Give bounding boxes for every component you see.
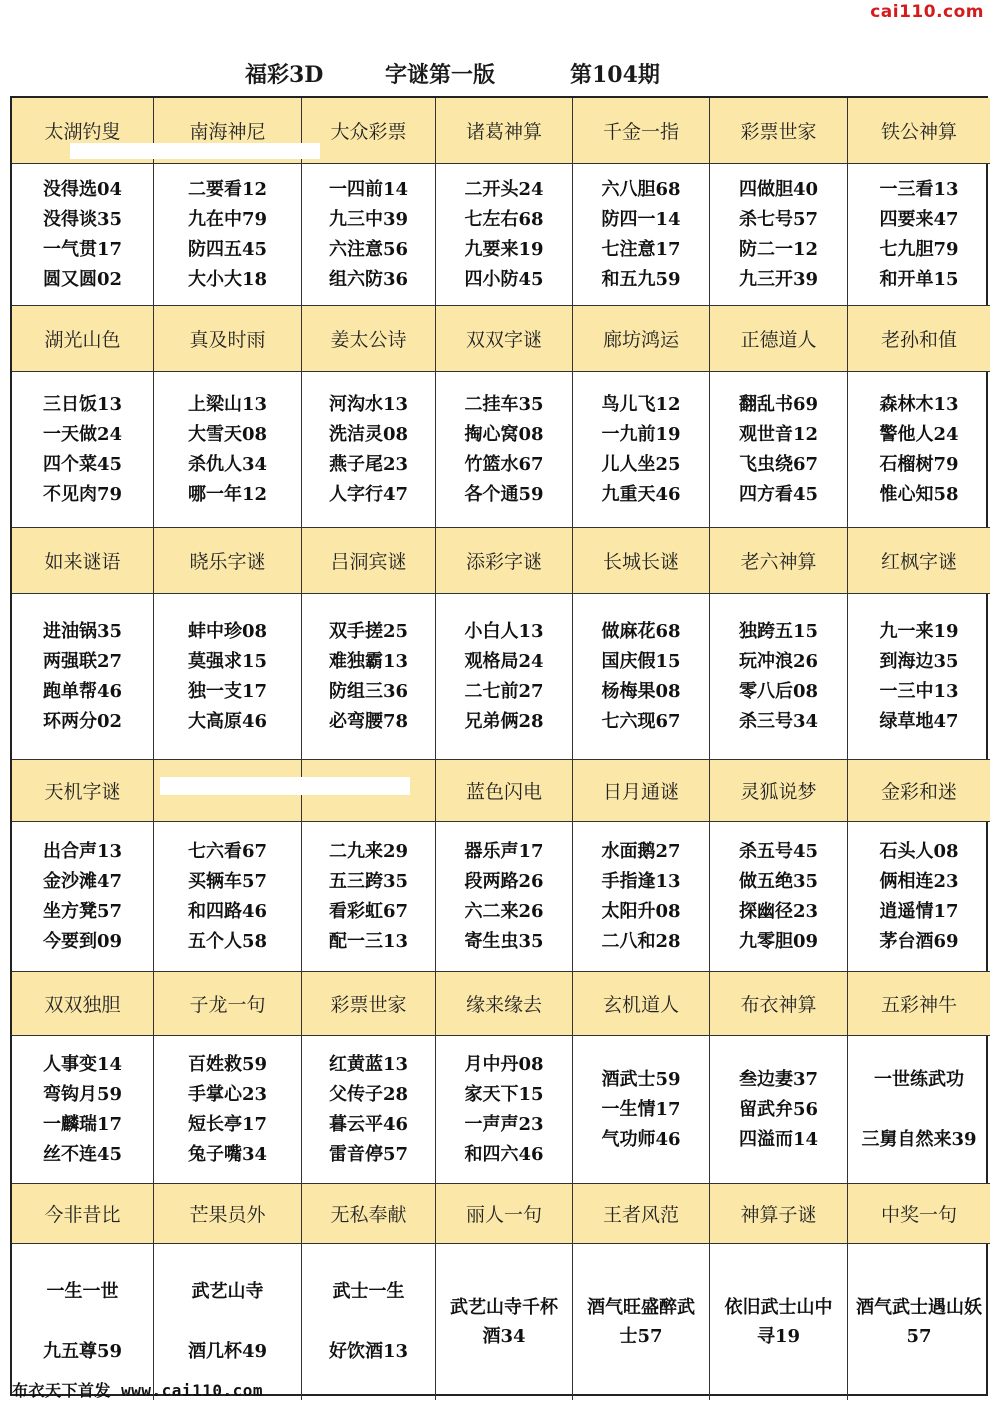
riddle-line: 四方看45 [738,483,819,505]
riddle-line: 一天做24 [42,423,123,445]
column-header: 今非昔比 [12,1184,154,1244]
column-header: 金彩和迷 [848,760,990,822]
riddle-line: 防组三36 [328,680,409,702]
riddle-cell [710,1244,848,1400]
riddle-line: 哪一年12 [187,483,268,505]
riddle-line: 武士一生 [332,1281,405,1302]
riddle-line: 九重天46 [601,483,681,505]
riddle-line: 茅台酒69 [879,930,959,952]
riddle-line: 雷音停57 [328,1143,409,1165]
riddle-line: 短长亭17 [187,1113,268,1135]
column-header: 日月通谜 [573,760,710,822]
riddle-line: 独跨五15 [738,620,819,642]
riddle-line: 不见肉79 [42,483,123,505]
riddle-line: 燕子尾23 [328,453,409,475]
riddle-cell [436,164,573,306]
riddle-line: 二七前27 [464,680,544,702]
riddle-line: 国庆假15 [601,650,681,672]
column-header: 湖光山色 [12,306,154,372]
column-header: 大众彩票 [302,98,436,164]
riddle-line: 各个通59 [464,483,544,505]
riddle-line: 难独霸13 [328,650,409,672]
riddle-cell [302,1244,436,1400]
riddle-line: 逍遥情17 [879,900,959,922]
page-title [0,58,992,90]
riddle-line: 器乐声17 [464,840,544,862]
riddle-cell [12,164,154,306]
riddle-cell [848,1036,990,1184]
riddle-line: 翻乱书69 [738,393,819,415]
riddle-line: 洗洁灵08 [328,423,409,445]
column-header: 铁公神算 [848,98,990,164]
riddle-cell [573,1244,710,1400]
column-header: 添彩字谜 [436,528,573,594]
riddle-cell [848,822,990,972]
riddle-line: 零八后08 [738,680,819,702]
riddle-line: 段两路26 [464,870,544,892]
riddle-line: 气功师46 [601,1128,681,1150]
riddle-line: 二九来29 [328,840,409,862]
riddle-cell [848,1244,990,1400]
riddle-cell [154,594,302,760]
riddle-cell [154,372,302,528]
riddle-cell [573,164,710,306]
redaction-mark [160,777,410,795]
column-header: 无私奉献 [302,1184,436,1244]
riddle-line: 三日饭13 [42,393,123,415]
riddle-table [10,96,988,1396]
riddle-cell [154,822,302,972]
riddle-line: 水面鹅27 [601,840,681,862]
riddle-cell [12,372,154,528]
riddle-line: 二八和28 [601,930,681,952]
column-header: 老六神算 [710,528,848,594]
riddle-line: 四小防45 [464,268,544,290]
riddle-line: 七注意17 [601,238,681,260]
column-header: 布衣神算 [710,972,848,1036]
riddle-line: 七左右68 [464,208,544,230]
riddle-cell [12,594,154,760]
riddle-line: 看彩虹67 [328,900,409,922]
riddle-line: 丝不连45 [42,1143,123,1165]
riddle-cell [848,164,990,306]
riddle-line: 酒气旺盛醉武士57 [587,1297,695,1347]
riddle-line: 小白人13 [464,620,544,642]
riddle-line: 观世音12 [738,423,819,445]
riddle-line: 做麻花68 [601,620,681,642]
column-header: 蓝色闪电 [436,760,573,822]
riddle-line: 鸟儿飞12 [601,393,681,415]
riddle-line: 红黄蓝13 [328,1053,409,1075]
site-logo: cai110.com [870,2,984,22]
riddle-line: 杀七号57 [738,208,819,230]
riddle-line: 儿人坐25 [601,453,681,475]
riddle-line: 一三看13 [879,178,959,200]
riddle-line: 出合声13 [42,840,123,862]
riddle-cell [848,372,990,528]
riddle-cell [12,1036,154,1184]
riddle-line: 探幽径23 [738,900,819,922]
column-header: 彩票世家 [302,972,436,1036]
column-header: 中奖一句 [848,1184,990,1244]
riddle-cell [154,164,302,306]
riddle-line: 蚌中珍08 [187,620,268,642]
riddle-line: 九五尊59 [42,1341,123,1362]
riddle-cell [302,1036,436,1184]
riddle-line: 石头人08 [879,840,959,862]
riddle-line: 警他人24 [879,423,959,445]
riddle-line: 绿草地47 [879,710,959,732]
column-header: 芒果员外 [154,1184,302,1244]
riddle-line: 四溢而14 [738,1128,819,1150]
riddle-cell [710,594,848,760]
riddle-line: 和五九59 [601,268,681,290]
column-header: 如来谜语 [12,528,154,594]
column-header: 双双字谜 [436,306,573,372]
riddle-line: 惟心知58 [879,483,959,505]
riddle-line: 一世练武功 [874,1068,964,1090]
riddle-line: 今要到09 [42,930,123,952]
riddle-line: 竹篮水67 [464,453,544,475]
riddle-line: 河沟水13 [328,393,409,415]
column-header: 廊坊鸿运 [573,306,710,372]
column-header: 太湖钓叟 [12,98,154,164]
riddle-line: 圆又圆02 [42,268,123,290]
riddle-line: 杀三号34 [738,710,819,732]
riddle-line: 手掌心23 [187,1083,268,1105]
riddle-line: 七九胆79 [879,238,959,260]
column-header: 双双独胆 [12,972,154,1036]
title-issue: 第104期 [570,62,660,88]
riddle-cell [710,822,848,972]
riddle-line: 组六防36 [328,268,409,290]
column-header: 晓乐字谜 [154,528,302,594]
riddle-cell [302,822,436,972]
riddle-line: 双手搓25 [328,620,409,642]
riddle-line: 一九前19 [601,423,681,445]
column-header: 子龙一句 [154,972,302,1036]
riddle-line: 一声声23 [464,1113,544,1135]
riddle-line: 一三中13 [879,680,959,702]
riddle-line: 好饮酒13 [328,1341,409,1362]
riddle-line: 九三开39 [738,268,819,290]
riddle-line: 俩相连23 [879,870,959,892]
column-header: 神算子谜 [710,1184,848,1244]
riddle-line: 坐方凳57 [42,900,123,922]
riddle-line: 和四六46 [464,1143,544,1165]
column-header: 红枫字谜 [848,528,990,594]
column-header: 南海神尼 [154,98,302,164]
riddle-line: 杨梅果08 [601,680,681,702]
riddle-line: 兔子嘴34 [187,1143,268,1165]
riddle-line: 兄弟俩28 [464,710,544,732]
riddle-line: 一麟瑞17 [42,1113,123,1135]
riddle-line: 到海边35 [879,650,959,672]
riddle-line: 九要来19 [464,238,544,260]
column-header: 长城长谜 [573,528,710,594]
riddle-cell [302,372,436,528]
riddle-line: 环两分02 [42,710,123,732]
riddle-line: 二挂车35 [464,393,544,415]
riddle-line: 没得选04 [42,178,123,200]
riddle-line: 防二一12 [738,238,819,260]
riddle-line: 防四一14 [601,208,681,230]
column-header: 姜太公诗 [302,306,436,372]
riddle-line: 父传子28 [328,1083,409,1105]
riddle-line: 二开头24 [464,178,544,200]
riddle-line: 五个人58 [187,930,268,952]
riddle-line: 跑单帮46 [42,680,123,702]
column-header: 正德道人 [710,306,848,372]
riddle-cell [12,822,154,972]
column-header: 灵狐说梦 [710,760,848,822]
riddle-line: 月中丹08 [464,1053,544,1075]
column-header: 彩票世家 [710,98,848,164]
riddle-line: 没得谈35 [42,208,123,230]
column-header: 缘来缘去 [436,972,573,1036]
riddle-cell [710,1036,848,1184]
riddle-line: 七六看67 [187,840,268,862]
riddle-cell [436,1244,573,1400]
riddle-line: 二要看12 [187,178,268,200]
riddle-line: 买辆车57 [187,870,268,892]
redaction-mark [70,143,320,159]
riddle-cell [436,822,573,972]
column-header: 玄机道人 [573,972,710,1036]
riddle-line: 杀五号45 [738,840,819,862]
riddle-line: 莫强求15 [187,650,268,672]
riddle-line: 六注意56 [328,238,409,260]
riddle-cell [710,372,848,528]
riddle-line: 大雪天08 [187,423,268,445]
riddle-line: 四个菜45 [42,453,123,475]
riddle-line: 百姓救59 [187,1053,268,1075]
riddle-line: 九零胆09 [738,930,819,952]
footer-credit: 布衣天下首发 www.cai110.com [12,1381,263,1400]
column-header: 五彩神牛 [848,972,990,1036]
riddle-line: 飞虫绕67 [738,453,819,475]
riddle-cell [710,164,848,306]
column-header: 诸葛神算 [436,98,573,164]
riddle-cell [436,1036,573,1184]
riddle-line: 九在中79 [187,208,268,230]
riddle-line: 武艺山寺 [191,1281,264,1302]
riddle-line: 太阳升08 [601,900,681,922]
riddle-line: 九三中39 [328,208,409,230]
riddle-cell [573,1036,710,1184]
column-header: 老孙和值 [848,306,990,372]
riddle-cell [573,372,710,528]
riddle-line: 一四前14 [328,178,409,200]
riddle-line: 配一三13 [328,930,409,952]
riddle-line: 掏心窝08 [464,423,544,445]
riddle-line: 两强联27 [42,650,123,672]
riddle-line: 酒几杯49 [187,1341,268,1362]
riddle-line: 依旧武士山中寻19 [724,1297,833,1347]
riddle-cell [154,1036,302,1184]
riddle-line: 杀仇人34 [187,453,268,475]
riddle-cell [436,372,573,528]
riddle-line: 森林木13 [879,393,959,415]
riddle-line: 玩冲浪26 [738,650,819,672]
riddle-line: 暮云平46 [328,1113,409,1135]
riddle-line: 一生情17 [601,1098,681,1120]
riddle-line: 酒气武士遇山妖57 [856,1297,982,1347]
riddle-line: 必弯腰78 [328,710,409,732]
column-header: 王者风范 [573,1184,710,1244]
riddle-cell [302,594,436,760]
riddle-line: 六八胆68 [601,178,681,200]
riddle-cell [848,594,990,760]
riddle-line: 一气贯17 [42,238,123,260]
riddle-line: 酒武士59 [601,1068,681,1090]
riddle-cell [12,1244,154,1400]
riddle-line: 四做胆40 [738,178,819,200]
title-edition: 字谜第一版 [385,62,496,88]
riddle-line: 做五绝35 [738,870,819,892]
riddle-line: 上梁山13 [187,393,268,415]
riddle-line: 叁边妻37 [738,1068,819,1090]
riddle-line: 观格局24 [464,650,544,672]
riddle-line: 防四五45 [187,238,268,260]
riddle-line: 和四路46 [187,900,268,922]
riddle-line: 大小大18 [187,268,268,290]
riddle-line: 六二来26 [464,900,544,922]
riddle-cell [302,164,436,306]
riddle-cell [573,594,710,760]
riddle-line: 弯钩月59 [42,1083,123,1105]
riddle-line: 七六现67 [601,710,681,732]
riddle-line: 人字行47 [328,483,409,505]
riddle-line: 三舅自然来39 [861,1128,977,1150]
riddle-cell [154,1244,302,1400]
riddle-line: 武艺山寺千杯酒34 [450,1297,558,1347]
riddle-line: 大高原46 [187,710,268,732]
riddle-line: 留武弁56 [738,1098,819,1120]
riddle-line: 九一来19 [879,620,959,642]
column-header: 丽人一句 [436,1184,573,1244]
column-header: 吕洞宾谜 [302,528,436,594]
riddle-line: 五三跨35 [328,870,409,892]
riddle-line: 金沙滩47 [42,870,123,892]
riddle-line: 一生一世 [46,1281,119,1302]
column-header: 天机字谜 [12,760,154,822]
column-header: 千金一指 [573,98,710,164]
riddle-line: 寄生虫35 [464,930,544,952]
riddle-line: 四要来47 [879,208,959,230]
title-game: 福彩3D [245,62,324,88]
riddle-line: 手指逢13 [601,870,681,892]
column-header: 真及时雨 [154,306,302,372]
riddle-line: 石榴树79 [879,453,959,475]
riddle-line: 进油锅35 [42,620,123,642]
riddle-line: 人事变14 [42,1053,123,1075]
riddle-line: 独一支17 [187,680,268,702]
riddle-cell [573,822,710,972]
riddle-cell [436,594,573,760]
riddle-line: 家天下15 [464,1083,544,1105]
riddle-line: 和开单15 [879,268,959,290]
